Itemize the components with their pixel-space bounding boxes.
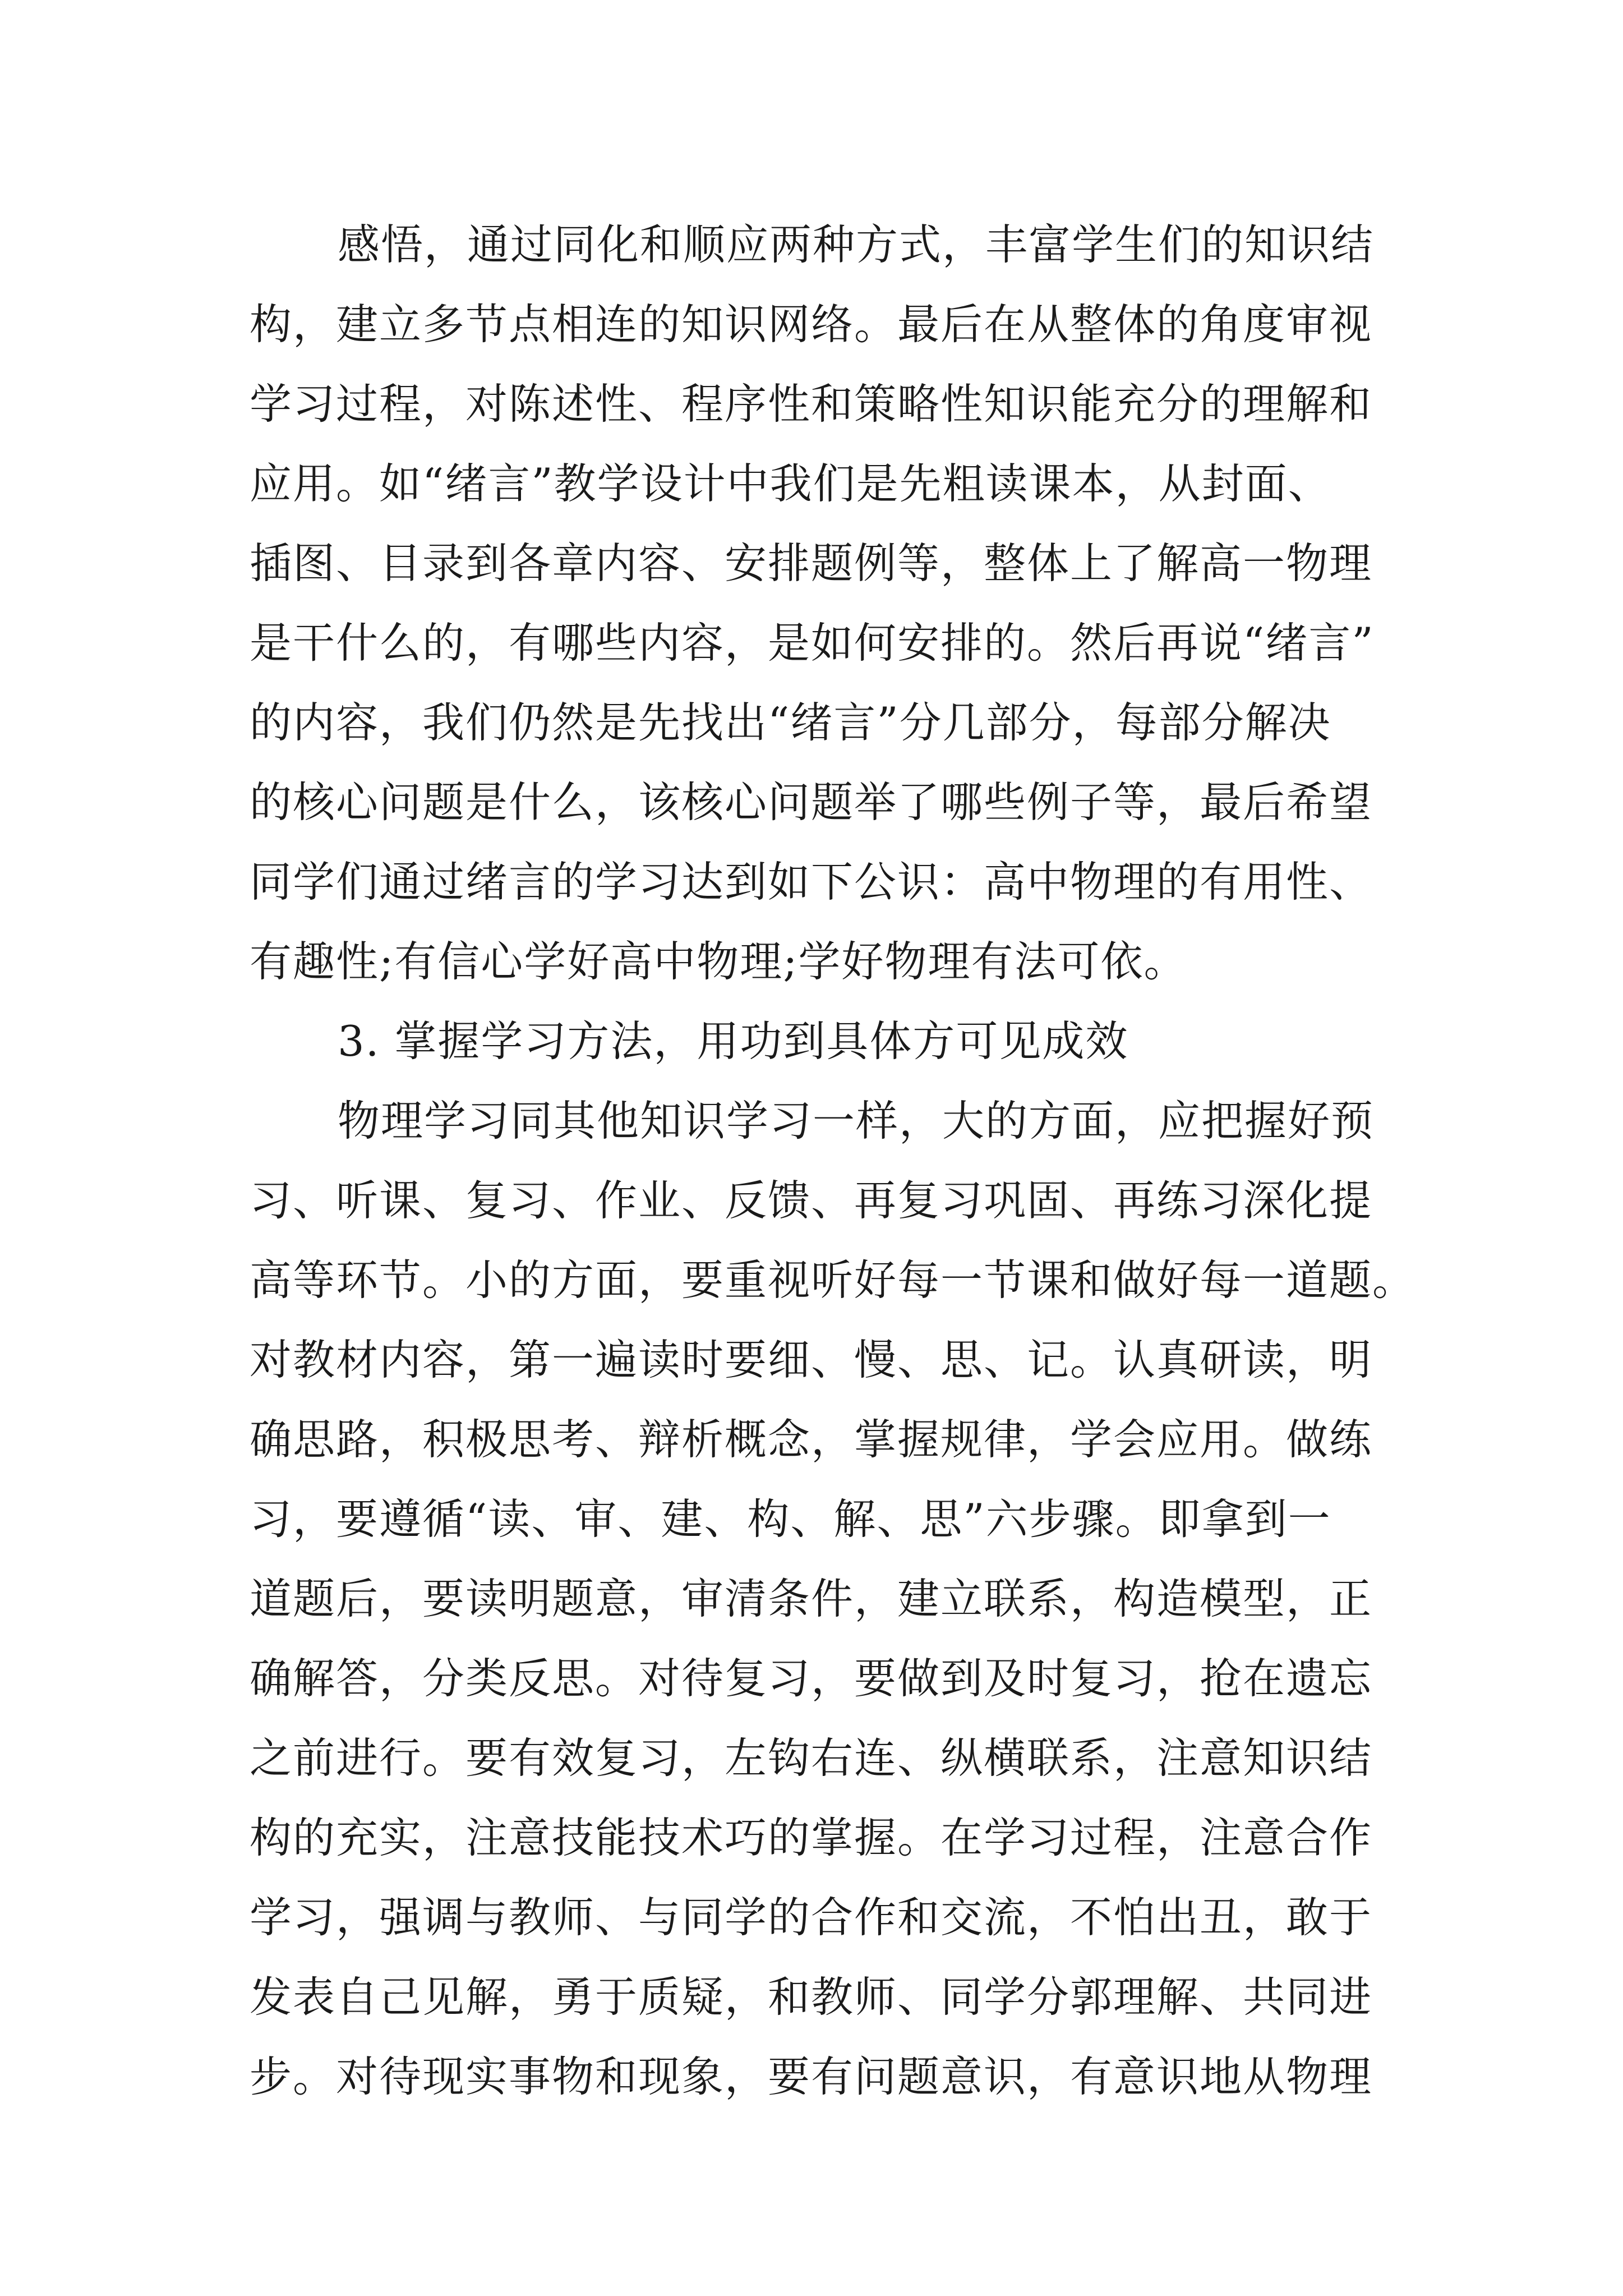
paragraph-line: 感悟，通过同化和顺应两种方式，丰富学生们的知识结	[338, 220, 1375, 269]
paragraph-line: 之前进行。要有效复习，左钩右连、纵横联系，注意知识结	[250, 1733, 1373, 1783]
paragraph-line: 物理学习同其他知识学习一样，大的方面，应把握好预	[338, 1096, 1375, 1145]
paragraph-line: 是干什么的，有哪些内容，是如何安排的。然后再说“绪言”	[250, 618, 1375, 668]
paragraph-line: 应用。如“绪言”教学设计中我们是先粗读课本，从封面、	[250, 459, 1331, 508]
paragraph-line: 习，要遵循“读、审、建、构、解、思”六步骤。即拿到一	[250, 1494, 1331, 1544]
paragraph-line: 高等环节。小的方面，要重视听好每一节课和做好每一道题。	[250, 1255, 1416, 1305]
paragraph-line: 习、听课、复习、作业、反馈、再复习巩固、再练习深化提	[250, 1176, 1373, 1225]
paragraph-line: 有趣性;有信心学好高中物理;学好物理有法可依。	[250, 937, 1187, 986]
paragraph-line: 学习过程，对陈述性、程序性和策略性知识能充分的理解和	[250, 379, 1373, 429]
paragraph-line: 确解答，分类反思。对待复习，要做到及时复习，抢在遗忘	[250, 1654, 1373, 1703]
paragraph-line: 道题后，要读明题意，审清条件，建立联系，构造模型，正	[250, 1574, 1373, 1623]
paragraph-line: 同学们通过绪言的学习达到如下公识：高中物理的有用性、	[250, 857, 1373, 907]
paragraph-line: 对教材内容，第一遍读时要细、慢、思、记。认真研读，明	[250, 1335, 1373, 1384]
section-heading: 3. 掌握学习方法，用功到具体方可见成效	[338, 1016, 1129, 1066]
paragraph-line: 的核心问题是什么，该核心问题举了哪些例子等，最后希望	[250, 777, 1373, 827]
paragraph-line: 构的充实，注意技能技术巧的掌握。在学习过程，注意合作	[250, 1813, 1373, 1862]
paragraph-line: 发表自己见解，勇于质疑，和教师、同学分郭理解、共同进	[250, 1972, 1373, 2022]
paragraph-line: 构，建立多节点相连的知识网络。最后在从整体的角度审视	[250, 300, 1373, 349]
paragraph-line: 插图、目录到各章内容、安排题例等，整体上了解高一物理	[250, 539, 1373, 588]
paragraph-line: 的内容，我们仍然是先找出“绪言”分几部分，每部分解决	[250, 698, 1331, 747]
paragraph-line: 确思路，积极思考、辩析概念，掌握规律，学会应用。做练	[250, 1415, 1373, 1464]
paragraph-line: 学习，强调与教师、与同学的合作和交流，不怕出丑，敢于	[250, 1893, 1373, 1942]
document-body	[250, 205, 1416, 2116]
paragraph-line: 步。对待现实事物和现象，要有问题意识，有意识地从物理	[250, 2052, 1373, 2101]
